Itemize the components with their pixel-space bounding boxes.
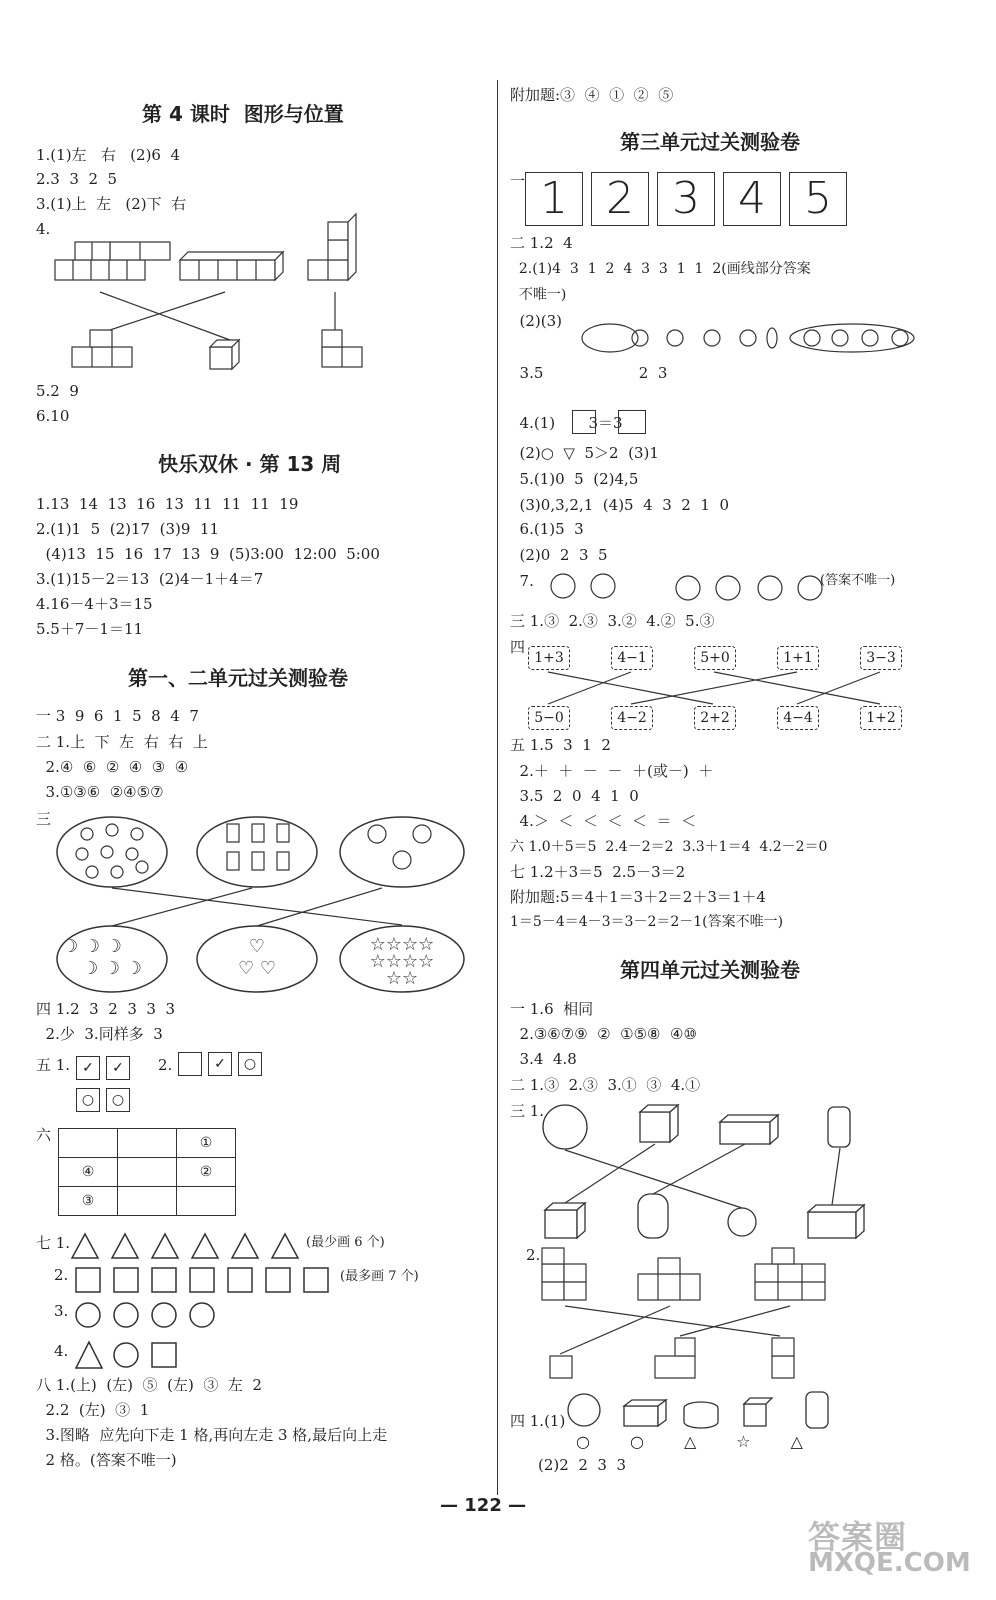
svg-text:☆☆: ☆☆ (385, 968, 419, 989)
answer-line: 六 (36, 1126, 52, 1144)
answer-line: (4)13 15 16 17 13 9 (5)3:00 12:00 5:00 (36, 545, 380, 563)
column-divider (497, 80, 498, 1495)
digit-cell: 3 (657, 172, 715, 226)
note-text: (最多画 7 个) (340, 1269, 419, 1284)
answer-line: 4.16－4＋3＝15 (36, 595, 153, 613)
answer-line: 不唯一) (510, 287, 567, 303)
note-text: (答案不唯一) (820, 573, 896, 588)
answer-line: 2. (54, 1266, 69, 1284)
answer-line: 2 格。(答案不唯一) (36, 1451, 177, 1469)
circle-icon: ○ (238, 1052, 262, 1076)
empty-box-icon (178, 1052, 202, 1076)
shapes-row (74, 1340, 194, 1370)
answer-line: 五 1. (36, 1056, 71, 1074)
answer-line: 3.5 2 0 4 1 0 (510, 787, 639, 805)
answer-line: 五 1.5 3 1 2 (510, 736, 611, 754)
answer-line: 六 1.0＋5＝5 2.4－2＝2 3.3＋1＝4 4.2－2＝0 (510, 839, 828, 855)
watermark-logo: 答案圈 (808, 1518, 908, 1556)
triangle-icon: △ (683, 1432, 697, 1451)
table-cell: ② (177, 1158, 236, 1187)
answer-line: 3.①③⑥ ②④⑤⑦ (36, 783, 164, 801)
answer-line: 2. (158, 1056, 173, 1074)
checkbox-group (178, 1052, 268, 1076)
svg-text:☽ ☽ ☽: ☽ ☽ ☽ (82, 958, 142, 979)
answer-line: 5.2 9 (36, 382, 79, 400)
answer-line: 八 1.(上) (左) ⑤ (左) ③ 左 2 (36, 1376, 262, 1394)
answer-line: 一 1.6 相同 (510, 1000, 594, 1018)
answer-line: 四 (510, 638, 526, 656)
section-title-unit12-test: 第一、二单元过关测验卷 (128, 666, 348, 690)
answer-line: 6.(1)5 3 (510, 520, 584, 538)
note-text: (最少画 6 个) (306, 1235, 385, 1250)
answer-line: 3.图略 应先向下走 1 格,再向左走 3 格,最后向上走 (36, 1426, 388, 1444)
answer-line: 4.(1) 3＝3 (510, 414, 623, 432)
symbol-row (576, 1432, 803, 1451)
expression-box: 2+2 (694, 706, 736, 730)
answer-line: 二 1.③ 2.③ 3.① ③ 4.① (510, 1076, 701, 1094)
answer-line: 2.2 (左) ③ 1 (36, 1401, 150, 1419)
answer-line: 2.3 3 2 5 (36, 170, 118, 188)
answer-line: 2.(1)4 3 1 2 4 3 3 1 1 2(画线部分答案 (510, 261, 811, 277)
expression-box: 1+3 (528, 646, 570, 670)
answer-boxes (572, 410, 652, 434)
svg-text:☆☆☆☆: ☆☆☆☆ (369, 951, 435, 972)
answer-line: (2)2 2 3 3 (538, 1456, 627, 1474)
table-cell: ① (177, 1129, 236, 1158)
answer-line: 1.13 14 13 16 13 11 11 11 19 (36, 495, 299, 513)
answer-line: 四 1.2 3 2 3 3 3 (36, 1000, 176, 1018)
squares-row (74, 1266, 344, 1294)
answer-line: 四 1.(1) (510, 1412, 566, 1430)
answer-table (58, 1128, 236, 1216)
answer-line: 2.(1)1 5 (2)17 (3)9 11 (36, 520, 220, 538)
answer-line: 5.(1)0 5 (2)4,5 (510, 470, 639, 488)
answer-line: (2)○ ▽ 5＞2 (3)1 (510, 444, 659, 462)
check-icon: ✓ (208, 1052, 232, 1076)
digit-cell: 2 (591, 172, 649, 226)
check-icon: ✓ (76, 1056, 100, 1080)
answer-line: 七 1. (36, 1234, 71, 1252)
answer-line: 1＝5－4＝4－3＝3－2＝2－1(答案不唯一) (510, 914, 784, 930)
table-cell (118, 1187, 177, 1216)
answer-line: 2.④ ⑥ ② ④ ③ ④ (36, 758, 189, 776)
answer-line: 2.＋ ＋ － － ＋(或－) ＋ (510, 762, 714, 780)
answer-line: 一 3 9 6 1 5 8 4 7 (36, 707, 199, 725)
triangles-row (70, 1232, 310, 1260)
section-title-unit3-test: 第三单元过关测验卷 (620, 130, 800, 154)
digit-cell: 1 (525, 172, 583, 226)
answer-line: 2. (526, 1246, 541, 1264)
answer-line: (2)(3) (510, 312, 563, 330)
section-title-weekend13: 快乐双休 · 第 13 周 (158, 452, 342, 476)
table-cell (118, 1129, 177, 1158)
circle-icon: ○ (576, 1432, 590, 1451)
answer-line: 3. (54, 1302, 69, 1320)
star-icon: ☆ (736, 1432, 751, 1451)
answer-line: 3.4 4.8 (510, 1050, 577, 1068)
digit-cell: 4 (723, 172, 781, 226)
solids-matching-figure (540, 1102, 880, 1242)
svg-text:♡: ♡ (248, 936, 266, 957)
empty-box-icon (572, 410, 596, 434)
expression-box: 3−3 (860, 646, 902, 670)
expression-box: 5+0 (694, 646, 736, 670)
table-cell (118, 1158, 177, 1187)
triangle-icon: △ (790, 1432, 803, 1451)
circles-row (74, 1300, 234, 1330)
section-title-unit4-test: 第四单元过关测验卷 (620, 958, 800, 982)
table-cell (177, 1187, 236, 1216)
answer-line: 三 1.③ 2.③ 3.② 4.② 5.③ (510, 612, 715, 630)
answer-line: 3.(1)上 左 (2)下 右 (36, 195, 187, 213)
answer-line: 一 (510, 172, 526, 190)
answer-line: 4. (54, 1342, 69, 1360)
digit-grid (525, 172, 847, 226)
expression-box: 5−0 (528, 706, 570, 730)
svg-text:☽ ☽ ☽: ☽ ☽ ☽ (62, 936, 122, 957)
answer-line: 三 1. (510, 1102, 545, 1120)
answer-line: 1.(1)左 右 (2)6 4 (36, 146, 181, 164)
checkbox-group (76, 1088, 136, 1112)
answer-line: 三 (36, 810, 52, 828)
digit-cell: 5 (789, 172, 847, 226)
expression-box: 4−2 (611, 706, 653, 730)
answer-line: 七 1.2＋3＝5 2.5－3＝2 (510, 863, 686, 881)
check-icon: ✓ (106, 1056, 130, 1080)
cube-stacks-figure (540, 1244, 860, 1384)
section-title-lesson4: 第 4 课时 图形与位置 (142, 102, 344, 126)
answer-line: (2)0 2 3 5 (510, 546, 608, 564)
answer-line: 二 1.2 4 (510, 234, 573, 252)
circle-icon: ○ (629, 1432, 644, 1451)
expression-box: 1+1 (777, 646, 819, 670)
answer-line: 5.5＋7－1＝11 (36, 620, 144, 638)
circle-icon: ○ (76, 1088, 100, 1112)
answer-line: 4. (36, 220, 51, 238)
page-number: — 122 — (440, 1495, 527, 1516)
matching-lines (528, 670, 908, 706)
table-cell (59, 1129, 118, 1158)
answer-line: 2.少 3.同样多 3 (36, 1025, 163, 1043)
fruits-figure (600, 316, 930, 356)
empty-box-icon (618, 410, 646, 434)
answer-line: 7. (510, 572, 534, 590)
answer-line: 3.(1)15－2＝13 (2)4－1＋4＝7 (36, 570, 264, 588)
flowers-figure (548, 570, 828, 606)
watermark-url: MXQE.COM (808, 1548, 971, 1578)
svg-text:☆☆☆☆: ☆☆☆☆ (369, 934, 435, 955)
checkbox-group (76, 1056, 136, 1080)
expression-box: 4−4 (777, 706, 819, 730)
extra-question: 附加题:③ ④ ① ② ⑤ (510, 86, 674, 104)
solids-row (566, 1388, 836, 1432)
ovals-matching-figure (52, 812, 472, 997)
expression-box: 1+2 (860, 706, 902, 730)
answer-line: (3)0,3,2,1 (4)5 4 3 2 1 0 (510, 496, 729, 514)
svg-text:♡ ♡: ♡ ♡ (238, 958, 276, 979)
answer-line: 2.③⑥⑦⑨ ② ①⑤⑧ ④⑩ (510, 1025, 697, 1043)
answer-line: 附加题:5＝4＋1＝3＋2＝2＋3＝1＋4 (510, 888, 766, 906)
answer-line: 3.5 2 3 (510, 364, 668, 382)
cube-matching-figure (50, 222, 380, 382)
expression-box: 4−1 (611, 646, 653, 670)
circle-icon: ○ (106, 1088, 130, 1112)
answer-line: 二 1.上 下 左 右 右 上 (36, 733, 208, 751)
table-cell: ④ (59, 1158, 118, 1187)
answer-line: 6.10 (36, 407, 70, 425)
table-cell: ③ (59, 1187, 118, 1216)
answer-line: 4.＞ ＜ ＜ ＜ ＜ ＝ ＜ (510, 812, 697, 830)
